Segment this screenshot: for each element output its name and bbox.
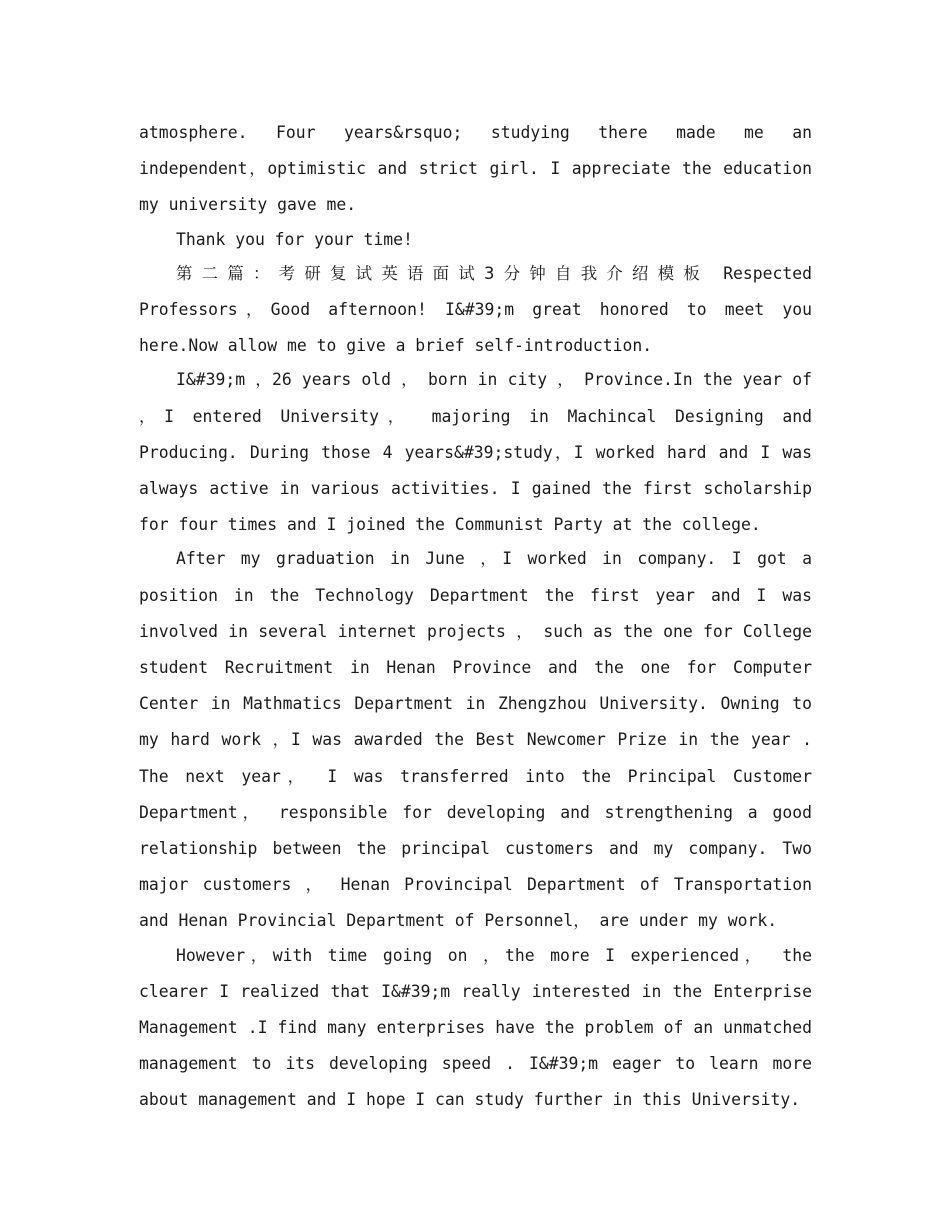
paragraph-6 bbox=[139, 938, 812, 1119]
paragraph-5-text: After my graduation in June ，I worked in company. I got a position in the Technology Department the first year and I was involved in several internet projects ， such as the one for College student Recruitment in Henan Province and the one for Computer Center in Mathmatics Department in Zhengzhou University. Owning to my hard work ，I was awarded the Best Newcomer Prize in the year . The next year， I was transferred into the Principal Customer Department， responsible for developing and strengthening a good relationship between the principal customers and my company. Two major customers ， Henan Provincipal Department of Transportation and Henan Provincial Department of Personnel， are under my work. bbox=[139, 549, 812, 931]
paragraph-3-text: Respected Professors，Good afternoon! I&#39;m great honored to meet you here.Now allow me to give a brief self-introduction. bbox=[139, 263, 812, 356]
document-body bbox=[139, 115, 812, 1119]
paragraph-2-text: Thank you for your time! bbox=[176, 229, 413, 249]
paragraph-4-text: I&#39;m ，26 years old ， born in city ， Province.In the year of ，I entered University， majoring in Machincal Designing and Producing. During those 4 years&#39;study，I worked hard and I was always active in various activities. I gained the first scholarship for four times and I joined the Communist Party at the college. bbox=[139, 370, 812, 535]
paragraph-1 bbox=[139, 115, 812, 224]
paragraph-5 bbox=[139, 541, 812, 939]
paragraph-4 bbox=[139, 362, 812, 543]
paragraph-2 bbox=[139, 222, 812, 258]
paragraph-1-text: atmosphere. Four years&rsquo; studying there made me an independent，optimistic and strict girl. I appreciate the education my university gave me. bbox=[139, 123, 812, 215]
paragraph-3 bbox=[139, 256, 812, 365]
paragraph-6-text: However，with time going on ，the more I experienced， the clearer I realized that I&#39;m really interested in the Enterprise Management .I find many enterprises have the problem of an unmatched management to its developing speed . I&#39;m eager to learn more about management and I hope I can study further in this University. bbox=[139, 945, 812, 1110]
section-heading: 第二篇：考研复试英语面试3分钟自我介绍模板 bbox=[176, 263, 710, 283]
